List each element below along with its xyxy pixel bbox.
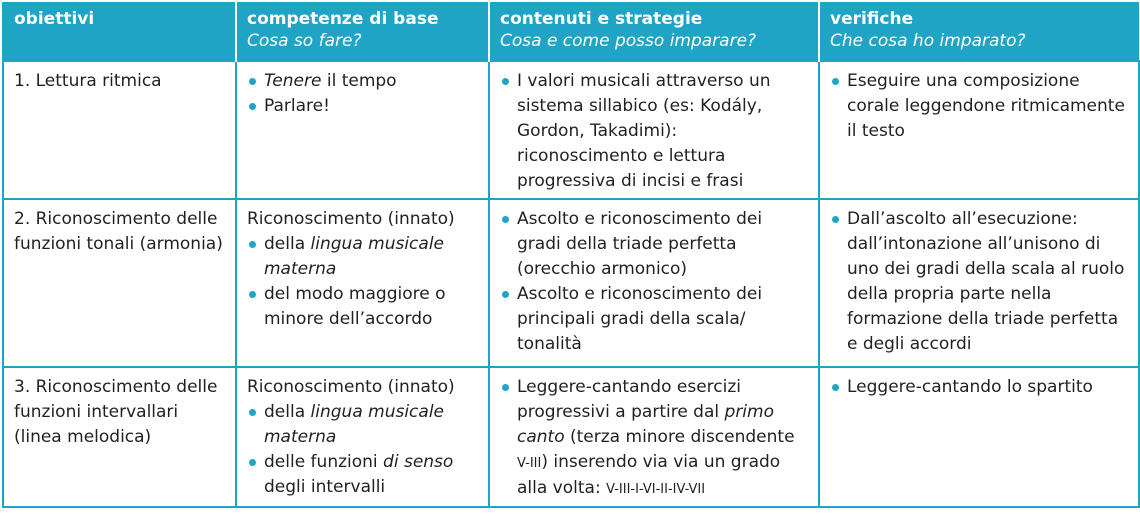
skills-cell — [236, 199, 489, 367]
bullet-icon — [832, 384, 839, 391]
bullet-icon — [502, 291, 509, 298]
list-item: della lingua musicale materna — [247, 400, 478, 450]
bullet-icon — [502, 216, 509, 223]
header-row — [3, 2, 1139, 61]
contents-cell — [489, 367, 819, 507]
checks-cell — [819, 61, 1139, 199]
checks-list — [830, 207, 1128, 357]
list-item: del modo maggiore o minore dell’accordo — [247, 282, 478, 332]
list-item: Leggere-cantando lo spartito — [830, 375, 1128, 400]
curriculum-table — [2, 2, 1140, 508]
objective-cell — [3, 61, 236, 199]
list-item: della lingua musicale materna — [247, 232, 478, 282]
checks-cell — [819, 199, 1139, 367]
bullet-icon — [249, 241, 256, 248]
bullet-icon — [249, 78, 256, 85]
bullet-icon — [832, 216, 839, 223]
skills-cell — [236, 367, 489, 507]
list-item: Eseguire una composizione corale leggendone ritmicamente il testo — [830, 69, 1128, 144]
contents-cell — [489, 61, 819, 199]
header-objectives — [3, 2, 236, 61]
bullet-icon — [249, 291, 256, 298]
table-row — [3, 61, 1139, 199]
header-checks-subtitle: Che cosa ho imparato? — [830, 31, 1026, 51]
list-item: delle funzioni di senso degli intervalli — [247, 450, 478, 500]
checks-list — [830, 375, 1128, 400]
header-objectives-title: obiettivi — [14, 9, 95, 29]
header-contents-subtitle: Cosa e come posso imparare? — [500, 31, 757, 51]
contents-cell — [489, 199, 819, 367]
header-contents-title: contenuti e strategie — [500, 9, 703, 29]
objective-text: 1. Lettura ritmica — [14, 71, 162, 91]
bullet-icon — [832, 78, 839, 85]
header-skills-subtitle: Cosa so fare? — [247, 31, 362, 51]
list-item: Ascolto e riconoscimento dei principali gradi della scala/ tonalità — [500, 282, 808, 357]
list-item: Dall’ascolto all’esecuzione: dall’intonazione all’unisono di uno dei gradi della scala al ruolo della propria parte nella formazione della triade perfetta e degli accordi — [830, 207, 1128, 357]
objective-text: 2. Riconoscimento delle funzioni tonali (armonia) — [14, 209, 223, 254]
bullet-icon — [502, 78, 509, 85]
header-skills-title: competenze di base — [247, 9, 439, 29]
skills-list — [247, 69, 478, 119]
list-item: Leggere-cantando esercizi progressivi a partire dal primo canto (terza minore discendente V-III) inserendo via via un grado alla volta: V-III-I-VI-II-IV-VII — [500, 375, 808, 502]
list-item: Ascolto e riconoscimento dei gradi della triade perfetta (orecchio armonico) — [500, 207, 808, 282]
objective-cell — [3, 199, 236, 367]
list-item: I valori musicali attraverso un sistema sillabico (es: Kodály, Gordon, Takadimi): riconoscimento e lettura progressiva di incisi e frasi — [500, 69, 808, 194]
bullet-icon — [502, 384, 509, 391]
objective-cell — [3, 367, 236, 507]
bullet-icon — [249, 103, 256, 110]
contents-list — [500, 207, 808, 357]
contents-list — [500, 69, 808, 194]
contents-list — [500, 375, 808, 502]
list-item: Tenere il tempo — [247, 69, 478, 94]
header-checks — [819, 2, 1139, 61]
skills-list — [247, 232, 478, 332]
table-row — [3, 199, 1139, 367]
bullet-icon — [249, 409, 256, 416]
table-row — [3, 367, 1139, 507]
list-item: Parlare! — [247, 94, 478, 119]
checks-cell — [819, 367, 1139, 507]
skills-intro: Riconoscimento (innato) — [247, 377, 455, 397]
skills-intro: Riconoscimento (innato) — [247, 209, 455, 229]
header-checks-title: verifiche — [830, 9, 914, 29]
header-contents — [489, 2, 819, 61]
header-skills — [236, 2, 489, 61]
skills-list — [247, 400, 478, 500]
checks-list — [830, 69, 1128, 144]
skills-cell — [236, 61, 489, 199]
bullet-icon — [249, 459, 256, 466]
objective-text: 3. Riconoscimento delle funzioni intervallari (linea melodica) — [14, 377, 218, 447]
